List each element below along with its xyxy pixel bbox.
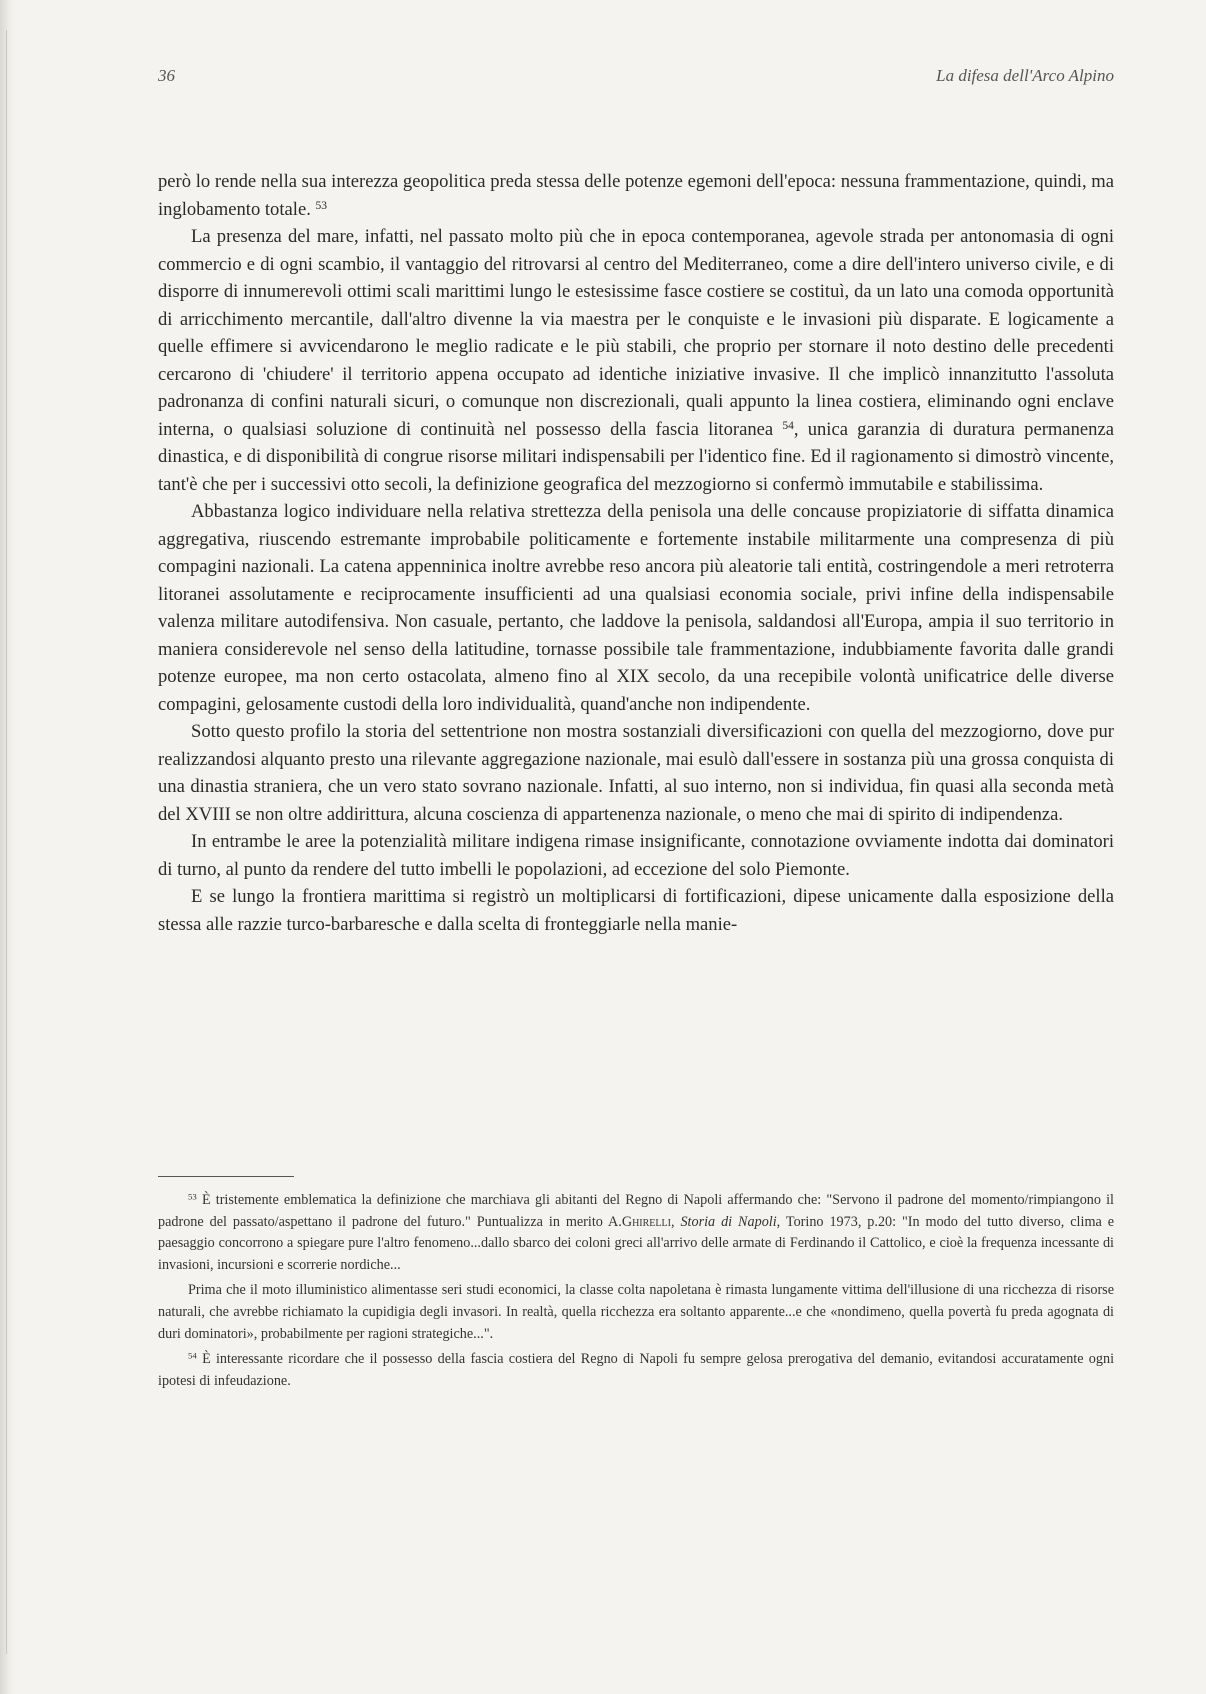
paragraph-1-text: però lo rende nella sua interezza geopolitica preda stessa delle potenze egemoni dell'epoca: nessuna frammentazione, quindi, ma inglobamento totale. xyxy=(158,171,1114,220)
footnote-54 xyxy=(158,1349,1114,1392)
footnotes xyxy=(158,1190,1114,1392)
footnote-54-number: 54 xyxy=(188,1350,197,1361)
footnote-53-text-b: , xyxy=(670,1213,681,1230)
paragraph-2-text-a: La presenza del mare, infatti, nel passato molto più che in epoca contemporanea, agevole strada per antonomasia di ogni commercio e di ogni scambio, il vantaggio del ritrovarsi al centro del Mediterraneo, come a dire dell'intero universo civile, e di disporre di innumerevoli ottimi scali marittimi lungo le estesissime fasce costiere se costituì, da un lato una comoda opportunità di arricchimento mercantile, dall'altro divenne la via maestra per le conquiste e le invasioni più disparate. E logicamente a quelle effimere si avvicendarono le meglio radicate e le più stabili, che proprio per stornare il noto destino delle precedenti cercarono di 'chiudere' il territorio appena occupato ad identiche iniziative invasive. Il che implicò innanzitutto l'assoluta padronanza di confini naturali sicuri, o comunque non discrezionali, quali appunto la linea costiera, eliminando ogni enclave interna, o qualsiasi soluzione di continuità nel possesso della fascia litoranea xyxy=(158,226,1114,440)
footnote-54-text: È interessante ricordare che il possesso della fascia costiera del Regno di Napoli fu sempre gelosa prerogativa del demanio, evitandosi accuratamente ogni ipotesi di infeudazione. xyxy=(158,1351,1115,1389)
paragraph-4: Sotto questo profilo la storia del settentrione non mostra sostanziali diversificazioni con quella del mezzogiorno, dove pur realizzandosi alquanto presto una rilevante aggregazione nazionale, mai esulò dall'essere in sostanza più una grossa conquista di una dinastia straniera, che un vero stato sovrano nazionale. Infatti, al suo interno, non si individua, fin quasi alla seconda metà del XVIII se non oltre addirittura, alcuna coscienza di appartenenza nazionale, o meno che mai di spirito di indipendenza. xyxy=(158,721,1114,825)
paragraph-5: In entrambe le aree la potenzialità militare indigena rimase insignificante, connotazione ovviamente indotta dai dominatori di turno, al punto da rendere del tutto imbelli le popolazioni, ad eccezione del solo Piemonte. xyxy=(158,831,1114,880)
footnote-separator xyxy=(158,1176,294,1177)
footnote-ref-53: 53 xyxy=(315,199,328,212)
paragraph-2-text-b: , unica garanzia di duratura permanenza dinastica, e di disponibilità di congrue risorse militari indispensabili per l'identico fine. Ed il ragionamento si dimostrò vincente, tant'è che per i successivi otto secoli, la definizione geografica del mezzogiorno si confermò immutabile e stabilissima. xyxy=(158,418,1114,495)
paragraph-3: Abbastanza logico individuare nella relativa strettezza della penisola una delle concause propiziatorie di siffatta dinamica aggregativa, riuscendo estremante improbabile politicamente e fortemente instabile militarmente una compresenza di più compagini nazionali. La catena appenninica inoltre avrebbe reso ancora più aleatorie tali entità, costringendole a meri retroterra litoranei assolutamente e reciprocamente insufficienti ad una qualsiasi economia sociale, privi infine della indispensabile valenza militare autodifensiva. Non casuale, pertanto, che laddove la penisola, saldandosi all'Europa, ampia il suo territorio in maniera considerevole nel senso della latitudine, tornasse possibile tale frammentazione, indubbiamente favorita dalle grandi potenze europee, ma non certo ostacolata, almeno fino al XIX secolo, da una recepibile volontà unificatrice delle diverse compagini, gelosamente custodi della loro individualità, quand'anche non indipendente. xyxy=(158,501,1114,715)
footnote-53 xyxy=(158,1190,1114,1276)
footnote-53-book-title: Storia di Napoli xyxy=(680,1213,777,1230)
binding-line xyxy=(6,30,7,1654)
footnote-53-number: 53 xyxy=(188,1191,197,1202)
running-title: La difesa dell'Arco Alpino xyxy=(936,66,1114,85)
footnote-ref-54: 54 xyxy=(782,419,794,432)
footnote-53-text-a: È tristemente emblematica la definizione che marchiava gli abitanti del Regno di Napoli affermando che: "Servono il padrone del momento/rimpiangono il padrone del passato/aspettano il padrone del futuro." Puntualizza in merito A. xyxy=(158,1192,1115,1230)
binding-edge xyxy=(0,0,14,1694)
footnote-53-author: Ghirelli xyxy=(621,1213,671,1230)
page-number: 36 xyxy=(158,66,175,85)
footnote-53-text-c: , Torino 1973, p.20: "In modo del tutto diverso, clima e paesaggio concorrono a spiegare pure l'altro fenomeno...dallo sbarco dei coloni greci all'arrivo delle armate di Ferdinando il Cattolico, e cioè la frequenza incessante di invasioni, incursioni e scorrerie nordiche... xyxy=(158,1213,1115,1273)
paragraph-1 xyxy=(158,168,1114,223)
footnote-53-continuation: Prima che il moto illuministico alimentasse seri studi economici, la classe colta napoletana è rimasta lungamente vittima dell'illusione di una ricchezza di risorse naturali, che avrebbe richiamato la cupidigia degli invasori. In realtà, quella ricchezza era soltanto apparente...e che «nondimeno, quella povertà fu preda agognata di duri dominatori», probabilmente per ragioni strategiche...". xyxy=(158,1282,1114,1342)
paragraph-2 xyxy=(158,223,1114,498)
paragraph-6: E se lungo la frontiera marittima si registrò un moltiplicarsi di fortificazioni, dipese unicamente dalla esposizione della stessa alle razzie turco-barbaresche e dalla scelta di fronteggiarle nella manie- xyxy=(158,886,1114,935)
main-text xyxy=(158,168,1114,938)
